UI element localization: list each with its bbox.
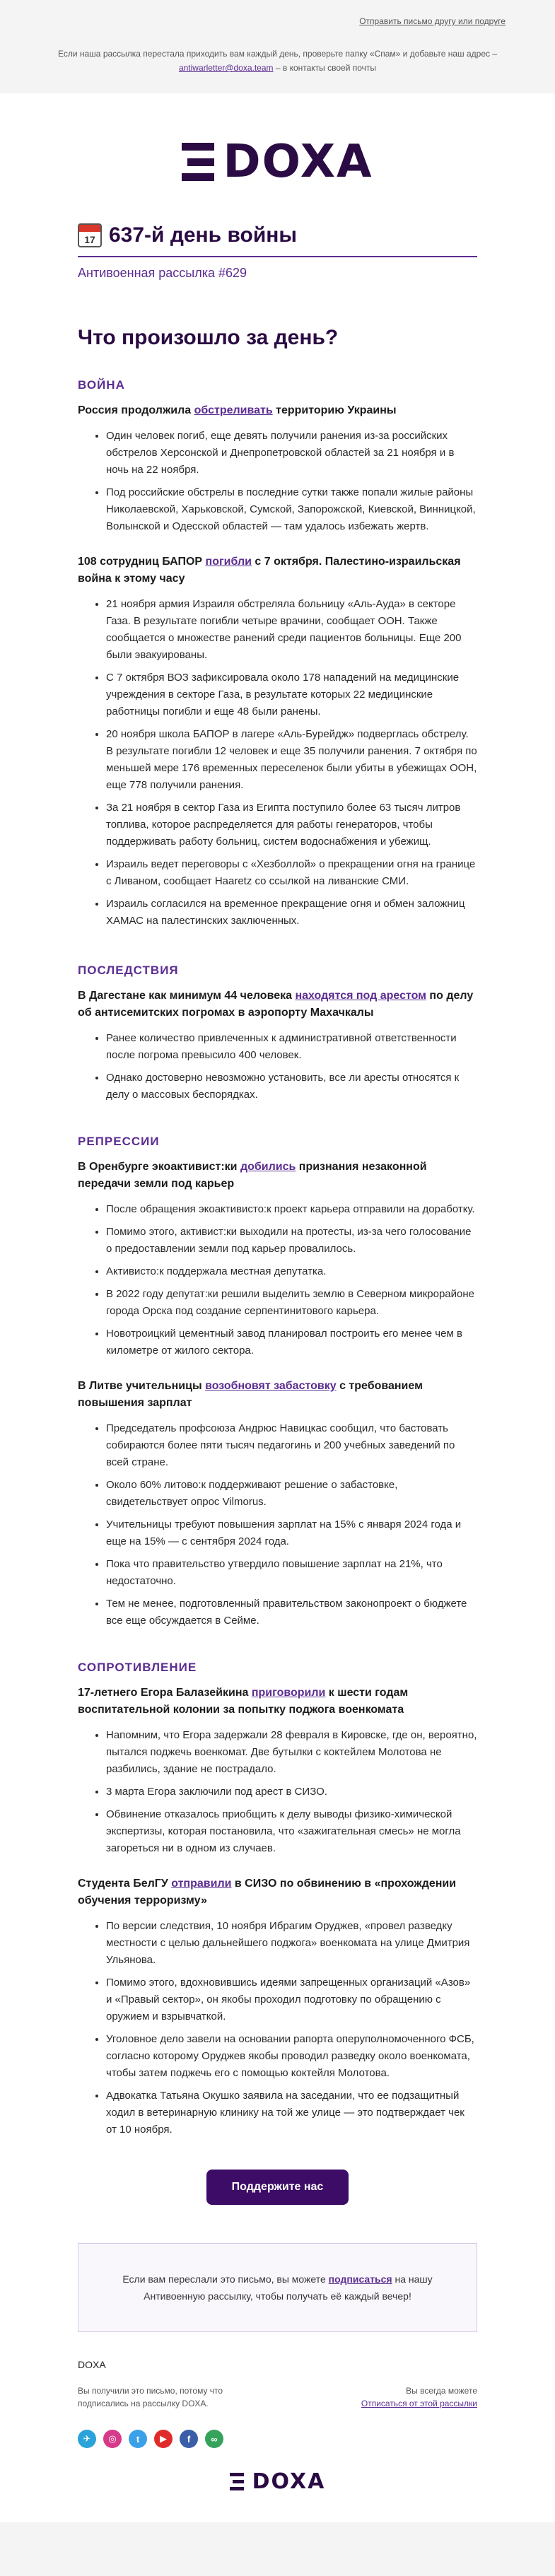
list-item: • В 2022 году депутат:ки решили выделить землю в Северном микрорайоне города Орска под создание серпентинитового карьера. [106, 1286, 477, 1320]
story-bullets [78, 1201, 477, 1359]
story-lead: 17-летнего Егора Балазейкина приговорили к шести годам воспитательной колонии за попытку поджога военкомата [78, 1687, 409, 1716]
story-source-link[interactable]: погибли [205, 556, 252, 568]
list-item: • По версии следствия, 10 ноября Ибрагим Оруджев, «провел разведку местности с целью дальнейшего поджога» военкомата на улице Дмитрия Ульянова. [106, 1918, 477, 1969]
story-source-link[interactable]: обстреливать [194, 404, 273, 416]
link-icon[interactable]: ∞ [205, 2430, 223, 2448]
section-0 [78, 378, 477, 930]
section-2 [78, 1135, 477, 1629]
issue-title: 17 637-й день войны [78, 223, 477, 257]
main-heading: Что произошло за день? [78, 326, 339, 349]
forward-to-friend-link[interactable]: Отправить письмо другу или подруге [359, 16, 506, 26]
twitter-icon[interactable]: t [129, 2430, 147, 2448]
list-item: • 21 ноября армия Израиля обстреляла больницу «Аль-Ауда» в секторе Газа. В результате погибли четыре врачини, сообщает ООН. Также сообщается о множестве ранений среди пациентов больницы. Еще 200 были эвакуированы. [106, 596, 477, 664]
facebook-icon[interactable]: f [180, 2430, 198, 2448]
doxa-logo[interactable]: DOXA [182, 136, 373, 188]
story [78, 1159, 477, 1359]
story [78, 1685, 477, 1857]
footer: DOXA Вы получили это письмо, потому что подписались на рассылку DOXA. Вы всегда можете Отписаться от этой рассылки ✈ ◎ t ▶ f ∞ DOXA [78, 2359, 477, 2494]
story [78, 1875, 477, 2138]
received-note: Вы получили это письмо, потому что подписались на рассылку DOXA. [78, 2386, 223, 2408]
section-1 [78, 964, 477, 1103]
story-bullets [78, 1030, 477, 1103]
story-source-link[interactable]: возобновят забастовку [205, 1380, 337, 1392]
subscribe-link[interactable]: подписаться [328, 2273, 392, 2285]
list-item: • Тем не менее, подготовленный правительством законопроект о бюджете все еще обсуждается в Сейме. [106, 1596, 477, 1629]
story-lead: 108 сотрудниц БАПОР погибли с 7 октября. Палестино-израильская война к этому часу [78, 556, 461, 585]
footer-brand: DOXA [78, 2359, 106, 2370]
list-item: • Помимо этого, вдохновившись идеями запрещенных организаций «Азов» и «Правый сектор», он якобы проходил подготовку по обращению с оружием и взрывчаткой. [106, 1974, 477, 2025]
youtube-icon[interactable]: ▶ [154, 2430, 173, 2448]
story-bullets [78, 1918, 477, 2138]
list-item: • С 7 октября ВОЗ зафиксировала около 178 нападений на медицинские учреждения в секторе Газа, в результате которых 22 медицинские работницы погибли и еще 48 были ранены. [106, 669, 477, 720]
news-sections [78, 378, 477, 2138]
story [78, 988, 477, 1103]
list-item: • Активисто:к поддержала местная депутатка. [106, 1263, 477, 1280]
story-source-link[interactable]: приговорили [251, 1687, 326, 1699]
list-item: • Помимо этого, активист:ки выходили на протесты, из-за чего голосование о предоставлении земли под карьер провалилось. [106, 1224, 477, 1258]
story-source-link[interactable]: находятся под арестом [295, 990, 426, 1002]
doxa-mark-icon [182, 143, 214, 181]
list-item: • 3 марта Егора заключили под арест в СИЗО. [106, 1784, 477, 1801]
list-item: • 20 ноября школа БАПОР в лагере «Аль-Бурейдж» подверглась обстрелу. В результате погибли 12 человек и еще 35 получили ранения. 7 октября по меньшей мере 176 временных переселенок были убиты в убежищах ООН, еще 778 получили ранения. [106, 726, 477, 794]
section-heading: ВОЙНА [78, 378, 125, 392]
story-lead: В Дагестане как минимум 44 человека находятся под арестом по делу об антисемитских погромах в аэропорту Махачкалы [78, 990, 474, 1019]
list-item: • Учительницы требуют повышения зарплат на 15% с января 2024 года и еще на 15% — с сентября 2024 года. [106, 1516, 477, 1550]
list-item: • Израиль ведет переговоры с «Хезболлой» о прекращении огня на границе с Ливаном, сообщает Haaretz со ссылкой на ливанские СМИ. [106, 856, 477, 890]
story-bullets [78, 1727, 477, 1857]
list-item: • Уголовное дело завели на основании рапорта оперуполномоченного ФСБ, согласно которому Оруджев якобы проводил разведку около военкомата, чтобы затем поджечь его с помощью коктейля Молотова. [106, 2031, 477, 2082]
section-3 [78, 1661, 477, 2138]
section-heading: РЕПРЕССИИ [78, 1135, 160, 1148]
unsubscribe-link[interactable]: Отписаться от этой рассылки [361, 2399, 477, 2408]
list-item: • Новотроицкий цементный завод планировал построить его менее чем в километре от жилого сектора. [106, 1325, 477, 1359]
story-lead: В Оренбурге экоактивист:ки добились признания незаконной передачи земли под карьер [78, 1161, 427, 1190]
story-lead: В Литве учительницы возобновят забастовку с требованием повышения зарплат [78, 1380, 423, 1409]
story [78, 402, 477, 535]
story-lead: Студента БелГУ отправили в СИЗО по обвинению в «прохождении обучения терроризму» [78, 1878, 457, 1907]
list-item: • Адвокатка Татьяна Окушко заявила на заседании, что ее подзащитный ходил в ветеринарную клинику на той же улице — это подтверждает чек от 10 ноября. [106, 2088, 477, 2138]
story [78, 1378, 477, 1629]
list-item: • Однако достоверно невозможно установить, все ли аресты относятся к делу о массовых беспорядках. [106, 1070, 477, 1103]
list-item: • Напомним, что Егора задержали 28 февраля в Кировске, где он, вероятно, пытался поджечь военкомат. Две бутылки с коктейлем Молотова не разбились, здание не пострадало. [106, 1727, 477, 1778]
spam-note: Если наша рассылка перестала приходить вам каждый день, проверьте папку «Спам» и добавьте наш адрес – antiwarletter@doxa.team – в контакты своей почты [57, 49, 498, 73]
doxa-mark-icon [230, 2473, 244, 2490]
preheader [0, 0, 555, 93]
story-lead: Россия продолжила обстреливать территорию Украины [78, 404, 397, 416]
story-source-link[interactable]: отправили [171, 1878, 232, 1890]
list-item: • Обвинение отказалось приобщить к делу выводы физико-химической экспертизы, которая постановила, что «зажигательная смесь» не могла загореться ни в одном из случаев. [106, 1806, 477, 1857]
instagram-icon[interactable]: ◎ [103, 2430, 122, 2448]
story-bullets [78, 1420, 477, 1629]
story-bullets [78, 596, 477, 930]
support-button[interactable]: Поддержите нас [206, 2170, 349, 2205]
list-item: • За 21 ноября в сектор Газа из Египта поступило более 63 тысяч литров топлива, которое распределяется для работы генераторов, чтобы поддерживать работу больниц, систем водоснабжения и убежищ. [106, 800, 477, 850]
footer-doxa-logo[interactable]: DOXA [230, 2469, 326, 2494]
calendar-icon: 17 [78, 223, 102, 247]
story-bullets [78, 428, 477, 535]
section-heading: ПОСЛЕДСТВИЯ [78, 964, 179, 977]
list-item: • Один человек погиб, еще девять получили ранения из-за российских обстрелов Херсонской и Днепропетровской областей за 21 ноября и в ночь на 22 ноября. [106, 428, 477, 479]
list-item: • Пока что правительство утвердило повышение зарплат на 21%, что недостаточно. [106, 1556, 477, 1590]
social-links [78, 2430, 477, 2448]
story [78, 554, 477, 930]
story-source-link[interactable]: добились [240, 1161, 296, 1173]
telegram-icon[interactable]: ✈ [78, 2430, 96, 2448]
issue-subtitle: Антивоенная рассылка #629 [78, 266, 247, 280]
newsletter-body [0, 93, 555, 2522]
list-item: • Председатель профсоюза Андрюс Навицкас сообщил, что бастовать собираются более пяти тысяч педагогинь и 200 учебных заведений по всей стране. [106, 1420, 477, 1471]
list-item: • Израиль согласился на временное прекращение огня и обмен заложниц ХАМАС на палестинских заключенных. [106, 896, 477, 930]
contact-email-link[interactable]: antiwarletter@doxa.team [178, 63, 274, 73]
list-item: • Около 60% литово:к поддерживают решение о забастовке, свидетельствует опрос Vilmorus. [106, 1477, 477, 1511]
list-item: • После обращения экоактивисто:к проект карьера отправили на доработку. [106, 1201, 477, 1218]
subscribe-box: Если вам переслали это письмо, вы можете подписаться на нашу Антивоенную рассылку, чтобы получать её каждый вечер! [78, 2243, 477, 2332]
list-item: • Ранее количество привлеченных к административной ответственности после погрома превысило 400 человек. [106, 1030, 477, 1064]
list-item: • Под российские обстрелы в последние сутки также попали жилые районы Николаевской, Харьковской, Сумской, Запорожской, Киевской, Винницкой, Волынской и Одесской областей — там удалось избежать жертв. [106, 484, 477, 535]
section-heading: СОПРОТИВЛЕНИЕ [78, 1661, 197, 1674]
